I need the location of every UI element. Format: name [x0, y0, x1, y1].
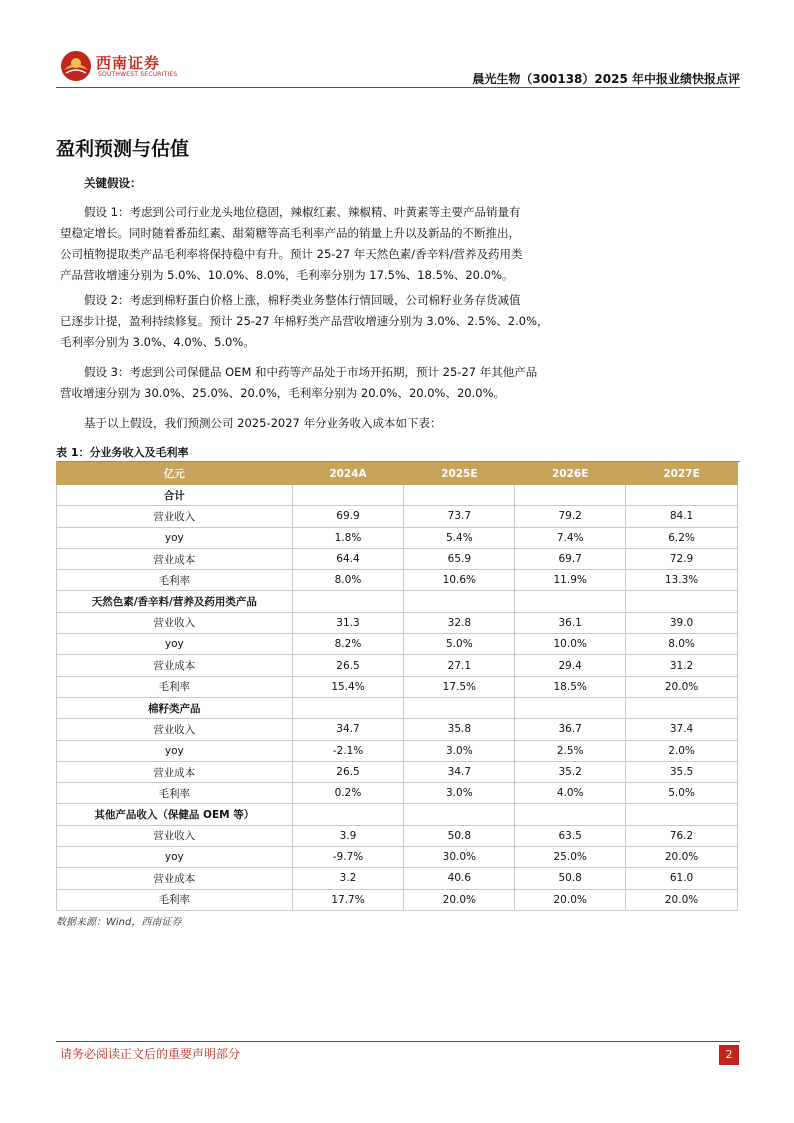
text-line: 公司植物提取类产品毛利率将保持稳中有升。预计 25-27 年天然色素/香辛料/营养及药用类 [60, 247, 523, 261]
table-cell: 4.0% [515, 783, 626, 804]
table-cell [626, 804, 738, 825]
table-cell [515, 804, 626, 825]
table-cell: 1.8% [292, 527, 404, 548]
table-row [57, 570, 738, 591]
table-cell [515, 591, 626, 612]
row-label: 营业收入 [57, 719, 293, 740]
row-label: 营业成本 [57, 548, 293, 569]
row-label: 毛利率 [57, 570, 293, 591]
document-title: 晨光生物（300138）2025 年中报业绩快报点评 [472, 72, 740, 86]
table-cell: 29.4 [515, 655, 626, 676]
column-header: 2026E [515, 463, 626, 485]
table-cell [404, 697, 515, 718]
table-cell: 17.5% [404, 676, 515, 697]
revenue-table [56, 462, 738, 911]
table-cell: 7.4% [515, 527, 626, 548]
page-number: 2 [719, 1045, 739, 1065]
table-cell: 36.7 [515, 719, 626, 740]
table-cell: -2.1% [292, 740, 404, 761]
table-caption: 表 1：分业务收入及毛利率 [56, 446, 189, 459]
text-line: 已逐步计提，盈利持续修复。预计 25-27 年棉籽类产品营收增速分别为 3.0%、2.5%、2.0%， [60, 314, 549, 328]
row-label: yoy [57, 740, 293, 761]
section-label: 天然色素/香辛料/营养及药用类产品 [57, 591, 293, 612]
section-label: 合计 [57, 485, 293, 506]
table-cell: 31.3 [292, 612, 404, 633]
table-section-row [57, 804, 738, 825]
table-cell: 10.6% [404, 570, 515, 591]
table-cell: 3.0% [404, 783, 515, 804]
table-cell: 3.0% [404, 740, 515, 761]
table-cell: 36.1 [515, 612, 626, 633]
table-body [57, 485, 738, 911]
table-cell: 8.2% [292, 634, 404, 655]
table-row [57, 612, 738, 633]
table-cell: 34.7 [404, 761, 515, 782]
text-line: 基于以上假设，我们预测公司 2025-2027 年分业务收入成本如下表： [84, 416, 442, 430]
assumption-2 [60, 290, 600, 353]
table-cell [292, 804, 404, 825]
table-cell: 69.7 [515, 548, 626, 569]
text-line: 假设 3：考虑到公司保健品 OEM 和中药等产品处于市场开拓期，预计 25-27 年其他产品 [84, 365, 538, 379]
table-cell [292, 485, 404, 506]
table-cell: 6.2% [626, 527, 738, 548]
table-cell: 26.5 [292, 761, 404, 782]
data-source: 数据来源：Wind，西南证券 [56, 917, 182, 928]
table-row [57, 527, 738, 548]
table-row [57, 825, 738, 846]
header-divider [56, 87, 740, 88]
table-section-row [57, 697, 738, 718]
table-cell: 20.0% [626, 676, 738, 697]
table-row [57, 548, 738, 569]
table-row [57, 719, 738, 740]
table-cell: 20.0% [626, 889, 738, 910]
table-row [57, 868, 738, 889]
table-row [57, 740, 738, 761]
text-line: 假设 1：考虑到公司行业龙头地位稳固，辣椒红素、辣椒精、叶黄素等主要产品销量有 [84, 205, 521, 219]
column-header: 2025E [404, 463, 515, 485]
row-label: yoy [57, 527, 293, 548]
table-cell: 30.0% [404, 847, 515, 868]
table-section-row [57, 485, 738, 506]
table-cell: 8.0% [626, 634, 738, 655]
table-cell: 63.5 [515, 825, 626, 846]
table-row [57, 889, 738, 910]
table-header-row [57, 463, 738, 485]
assumption-1 [60, 202, 600, 286]
table-row [57, 783, 738, 804]
table-cell: 3.2 [292, 868, 404, 889]
table-cell: 61.0 [626, 868, 738, 889]
column-header: 2027E [626, 463, 738, 485]
table-cell: 72.9 [626, 548, 738, 569]
table-cell: 2.0% [626, 740, 738, 761]
table-cell: 76.2 [626, 825, 738, 846]
table-section-row [57, 591, 738, 612]
table-cell: -9.7% [292, 847, 404, 868]
assumption-3 [60, 362, 600, 404]
text-line: 营收增速分别为 30.0%、25.0%、20.0%，毛利率分别为 20.0%、20.0%、20.0%。 [60, 386, 506, 400]
table-cell: 20.0% [515, 889, 626, 910]
table-cell [404, 485, 515, 506]
section-label: 棉籽类产品 [57, 697, 293, 718]
table-cell: 31.2 [626, 655, 738, 676]
table-cell: 20.0% [404, 889, 515, 910]
table-cell: 5.0% [404, 634, 515, 655]
table-cell: 40.6 [404, 868, 515, 889]
table-cell: 18.5% [515, 676, 626, 697]
table-cell [626, 485, 738, 506]
table-cell [292, 591, 404, 612]
logo-text-en: SOUTHWEST SECURITIES [98, 71, 178, 78]
text-line: 假设 2：考虑到棉籽蛋白价格上涨，棉籽类业务整体行情回暖，公司棉籽业务存货减值 [84, 293, 521, 307]
table-cell: 11.9% [515, 570, 626, 591]
table-cell [515, 485, 626, 506]
table-cell [626, 697, 738, 718]
table-cell: 0.2% [292, 783, 404, 804]
text-line: 产品营收增速分别为 5.0%、10.0%、8.0%，毛利率分别为 17.5%、18.5%、20.0%。 [60, 268, 514, 282]
table-row [57, 506, 738, 527]
table-cell [292, 697, 404, 718]
table-row [57, 676, 738, 697]
row-label: yoy [57, 634, 293, 655]
table-cell: 13.3% [626, 570, 738, 591]
table-cell: 32.8 [404, 612, 515, 633]
row-label: 毛利率 [57, 889, 293, 910]
table-row [57, 655, 738, 676]
text-line: 毛利率分别为 3.0%、4.0%、5.0%。 [60, 335, 255, 349]
row-label: 毛利率 [57, 676, 293, 697]
row-label: 营业成本 [57, 868, 293, 889]
table-cell: 69.9 [292, 506, 404, 527]
table-cell: 10.0% [515, 634, 626, 655]
row-label: yoy [57, 847, 293, 868]
text-line: 望稳定增长。同时随着番茄红素、甜菊糖等高毛利率产品的销量上升以及新品的不断推出， [60, 226, 520, 240]
table-cell: 50.8 [515, 868, 626, 889]
table-row [57, 847, 738, 868]
table-cell: 37.4 [626, 719, 738, 740]
table-cell: 84.1 [626, 506, 738, 527]
row-label: 营业成本 [57, 761, 293, 782]
table-cell [404, 591, 515, 612]
table-cell: 25.0% [515, 847, 626, 868]
footer-divider [56, 1041, 740, 1042]
table-cell: 15.4% [292, 676, 404, 697]
table-cell: 64.4 [292, 548, 404, 569]
table-row [57, 761, 738, 782]
row-label: 营业收入 [57, 506, 293, 527]
row-label: 营业成本 [57, 655, 293, 676]
table-cell: 3.9 [292, 825, 404, 846]
table-cell: 73.7 [404, 506, 515, 527]
logo-text-cn: 西南证券 [96, 54, 161, 72]
row-label: 营业收入 [57, 825, 293, 846]
table-cell: 35.5 [626, 761, 738, 782]
section-title: 盈利预测与估值 [56, 138, 190, 160]
footer-disclaimer: 请务必阅读正文后的重要声明部分 [60, 1047, 241, 1061]
table-cell: 39.0 [626, 612, 738, 633]
table-cell: 27.1 [404, 655, 515, 676]
company-logo [60, 48, 180, 84]
table-cell: 5.4% [404, 527, 515, 548]
logo-mark-icon [60, 50, 92, 82]
table-cell [515, 697, 626, 718]
table-cell: 26.5 [292, 655, 404, 676]
row-label: 营业收入 [57, 612, 293, 633]
table-cell: 2.5% [515, 740, 626, 761]
table-cell: 35.2 [515, 761, 626, 782]
table-cell: 5.0% [626, 783, 738, 804]
table-intro [60, 413, 600, 434]
page-header [56, 40, 740, 88]
table-cell: 8.0% [292, 570, 404, 591]
section-label: 其他产品收入（保健品 OEM 等） [57, 804, 293, 825]
table-cell: 34.7 [292, 719, 404, 740]
table-cell: 35.8 [404, 719, 515, 740]
row-label: 毛利率 [57, 783, 293, 804]
table-cell: 79.2 [515, 506, 626, 527]
table-cell: 17.7% [292, 889, 404, 910]
table-cell [626, 591, 738, 612]
table-row [57, 634, 738, 655]
table-cell: 20.0% [626, 847, 738, 868]
table-cell [404, 804, 515, 825]
key-assumptions-heading: 关键假设： [84, 176, 142, 190]
column-header: 2024A [292, 463, 404, 485]
column-header: 亿元 [57, 463, 293, 485]
table-cell: 65.9 [404, 548, 515, 569]
table-cell: 50.8 [404, 825, 515, 846]
